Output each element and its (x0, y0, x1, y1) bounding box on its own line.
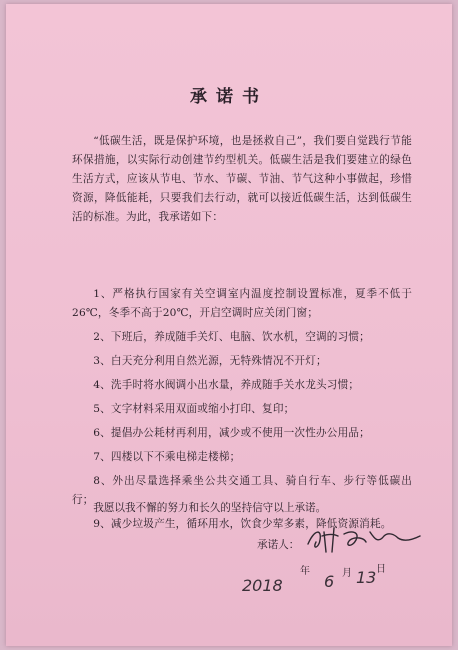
commitment-item: 9、减少垃圾产生，循环用水，饮食少荤多素，降低资源消耗。 (93, 518, 392, 530)
paper-sheet (6, 4, 452, 646)
commitment-item: 4、洗手时将水阀调小出水量，养成随手关水龙头习惯； (93, 379, 360, 391)
date-day-unit: 日 (376, 564, 386, 575)
date-day: 13 (356, 568, 377, 587)
document-title: 承诺书 (190, 87, 268, 107)
commitment-item: 6、提倡办公耗材再利用，减少或不使用一次性办公用品； (93, 427, 370, 439)
date-month: 6 (324, 572, 335, 591)
commitment-item: 7、四楼以下不乘电梯走楼梯； (93, 451, 241, 463)
date-year: 2018 (242, 576, 283, 595)
commitment-item: 1、严格执行国家有关空调室内温度控制设置标准，夏季不低于26℃，冬季不高于20℃，开启空调时应关闭门窗； (72, 288, 412, 319)
commitment-item: 3、白天充分利用自然光源，无特殊情况不开灯； (93, 355, 327, 367)
date-year-unit: 年 (300, 566, 310, 577)
closing-statement: 我愿以我不懈的努力和长久的坚持信守以上承诺。 (93, 502, 327, 514)
commitment-item: 2、下班后，养成随手关灯、电脑、饮水机，空调的习惯； (93, 331, 370, 343)
intro-paragraph: “低碳生活，既是保护环境，也是拯救自己”，我们要自觉践行节能环保措施，以实际行动创建节约型机关。低碳生活是我们要建立的绿色生活方式，应该从节电、节水、节碳、节油、节气这种小事做起，珍惜资源，降低能耗，只要我们去行动，就可以接近低碳生活，达到低碳生活的标准。为此，我承诺如下： (72, 135, 412, 223)
date-month-unit: 月 (342, 568, 352, 579)
signer-label: 承诺人： (257, 539, 300, 551)
handwritten-signature (304, 522, 424, 556)
commitment-item: 5、文字材料采用双面或缩小打印、复印； (93, 403, 295, 415)
commitment-item: 8、外出尽量选择乘坐公共交通工具、骑自行车、步行等低碳出行； (72, 475, 412, 506)
